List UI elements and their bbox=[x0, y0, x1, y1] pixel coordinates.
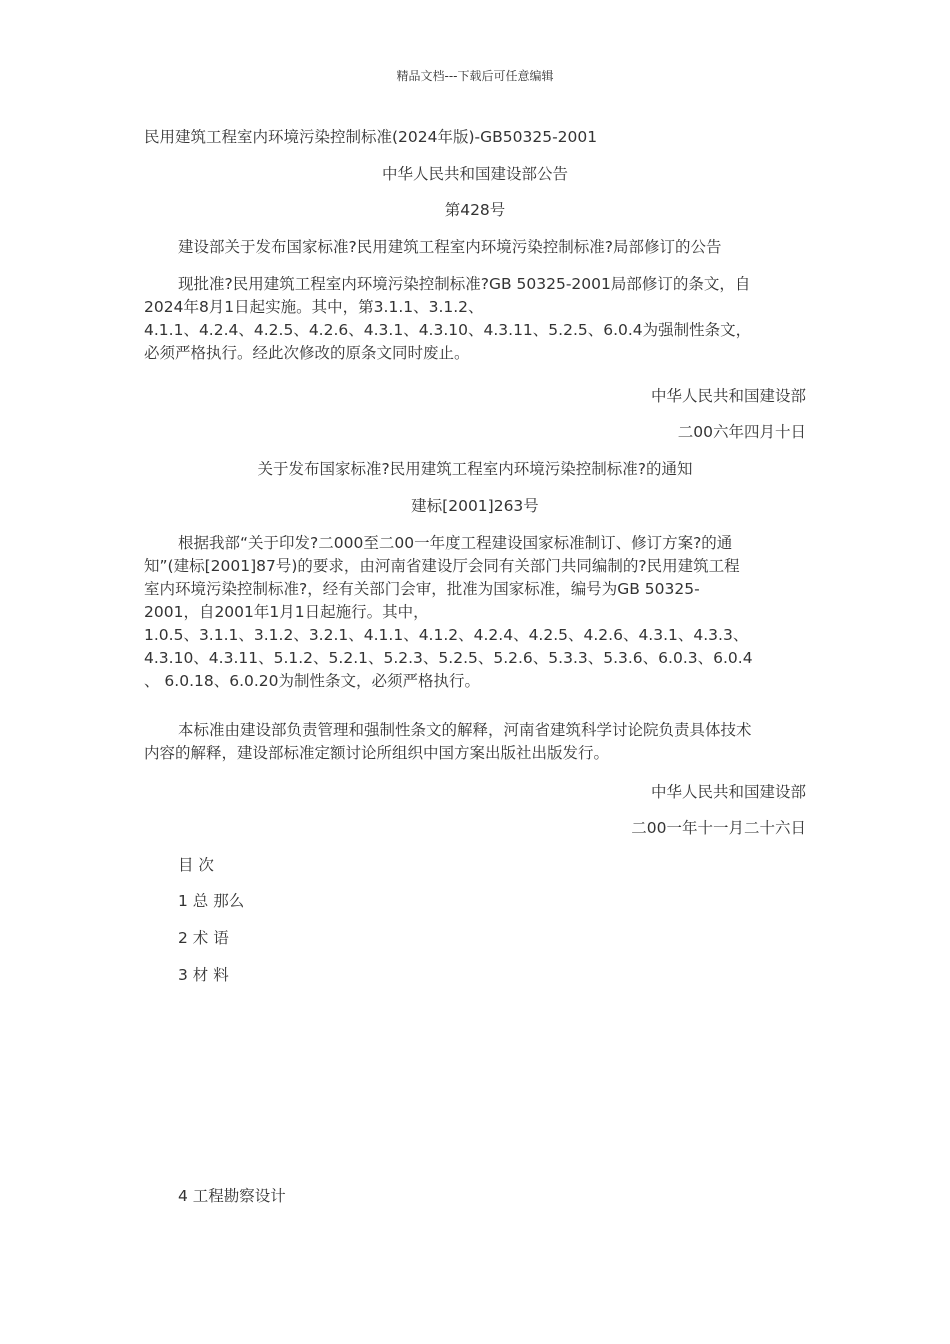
body-line: 现批准?民用建筑工程室内环境污染控制标准?GB 50325-2001局部修订的条文，自 bbox=[178, 275, 751, 293]
body-line: 4.1.1、4.2.4、4.2.5、4.2.6、4.3.1、4.3.10、4.3.11、5.2.5、6.0.4为强制性条文， bbox=[144, 321, 752, 339]
toc-item: 4 工程勘察设计 bbox=[178, 1187, 286, 1205]
page-header: 精品文档---下载后可任意编辑 bbox=[396, 69, 554, 83]
notice-title: 关于发布国家标准?民用建筑工程室内环境污染控制标准?的通知 bbox=[257, 460, 693, 478]
body-line: 知”(建标[2001]87号)的要求，由河南省建设厅会同有关部门共同编制的?民用建筑工程 bbox=[144, 557, 740, 575]
notice-signature: 中华人民共和国建设部 bbox=[650, 783, 806, 801]
body-line: 、 6.0.18、6.0.20为制性条文，必须严格执行。 bbox=[144, 672, 481, 690]
body-line: 2024年8月1日起实施。其中，第3.1.1、3.1.2、 bbox=[144, 298, 484, 316]
body-line: 2001，自2001年1月1日起施行。其中， bbox=[144, 603, 429, 621]
announcement-body bbox=[144, 273, 806, 365]
notice-body bbox=[144, 532, 806, 693]
announcement-issuer: 中华人民共和国建设部公告 bbox=[381, 165, 568, 183]
document-title: 民用建筑工程室内环境污染控制标准(2024年版)-GB50325-2001 bbox=[144, 128, 598, 146]
toc-item: 1 总 那么 bbox=[178, 892, 245, 910]
toc-heading: 目 次 bbox=[178, 856, 214, 874]
body-line: 4.3.10、4.3.11、5.1.2、5.2.1、5.2.3、5.2.5、5.2.6、5.3.3、5.3.6、6.0.3、6.0.4 bbox=[144, 649, 753, 667]
announcement-signature: 中华人民共和国建设部 bbox=[650, 387, 806, 405]
toc-item: 2 术 语 bbox=[178, 929, 229, 947]
body-line: 本标准由建设部负责管理和强制性条文的解释，河南省建筑科学讨论院负责具体技术 bbox=[178, 721, 752, 739]
announcement-number: 第428号 bbox=[444, 201, 506, 219]
body-line: 内容的解释，建设部标准定额讨论所组织中国方案出版社出版发行。 bbox=[144, 744, 610, 762]
announcement-date: 二00六年四月十日 bbox=[677, 423, 806, 441]
body-line: 必须严格执行。经此次修改的原条文同时废止。 bbox=[144, 344, 470, 362]
notice-body-2 bbox=[144, 719, 806, 765]
toc-item: 3 材 料 bbox=[178, 966, 229, 984]
body-line: 室内环境污染控制标准?，经有关部门会审，批准为国家标准，编号为GB 50325- bbox=[144, 580, 700, 598]
body-line: 根据我部“关于印发?二000至二00一年度工程建设国家标准制订、修订方案?的通 bbox=[178, 534, 733, 552]
notice-date: 二00一年十一月二十六日 bbox=[631, 819, 806, 837]
notice-number: 建标[2001]263号 bbox=[411, 497, 539, 515]
announcement-subject: 建设部关于发布国家标准?民用建筑工程室内环境污染控制标准?局部修订的公告 bbox=[178, 238, 722, 256]
body-line: 1.0.5、3.1.1、3.1.2、3.2.1、4.1.1、4.1.2、4.2.4、4.2.5、4.2.6、4.3.1、4.3.3、 bbox=[144, 626, 749, 644]
